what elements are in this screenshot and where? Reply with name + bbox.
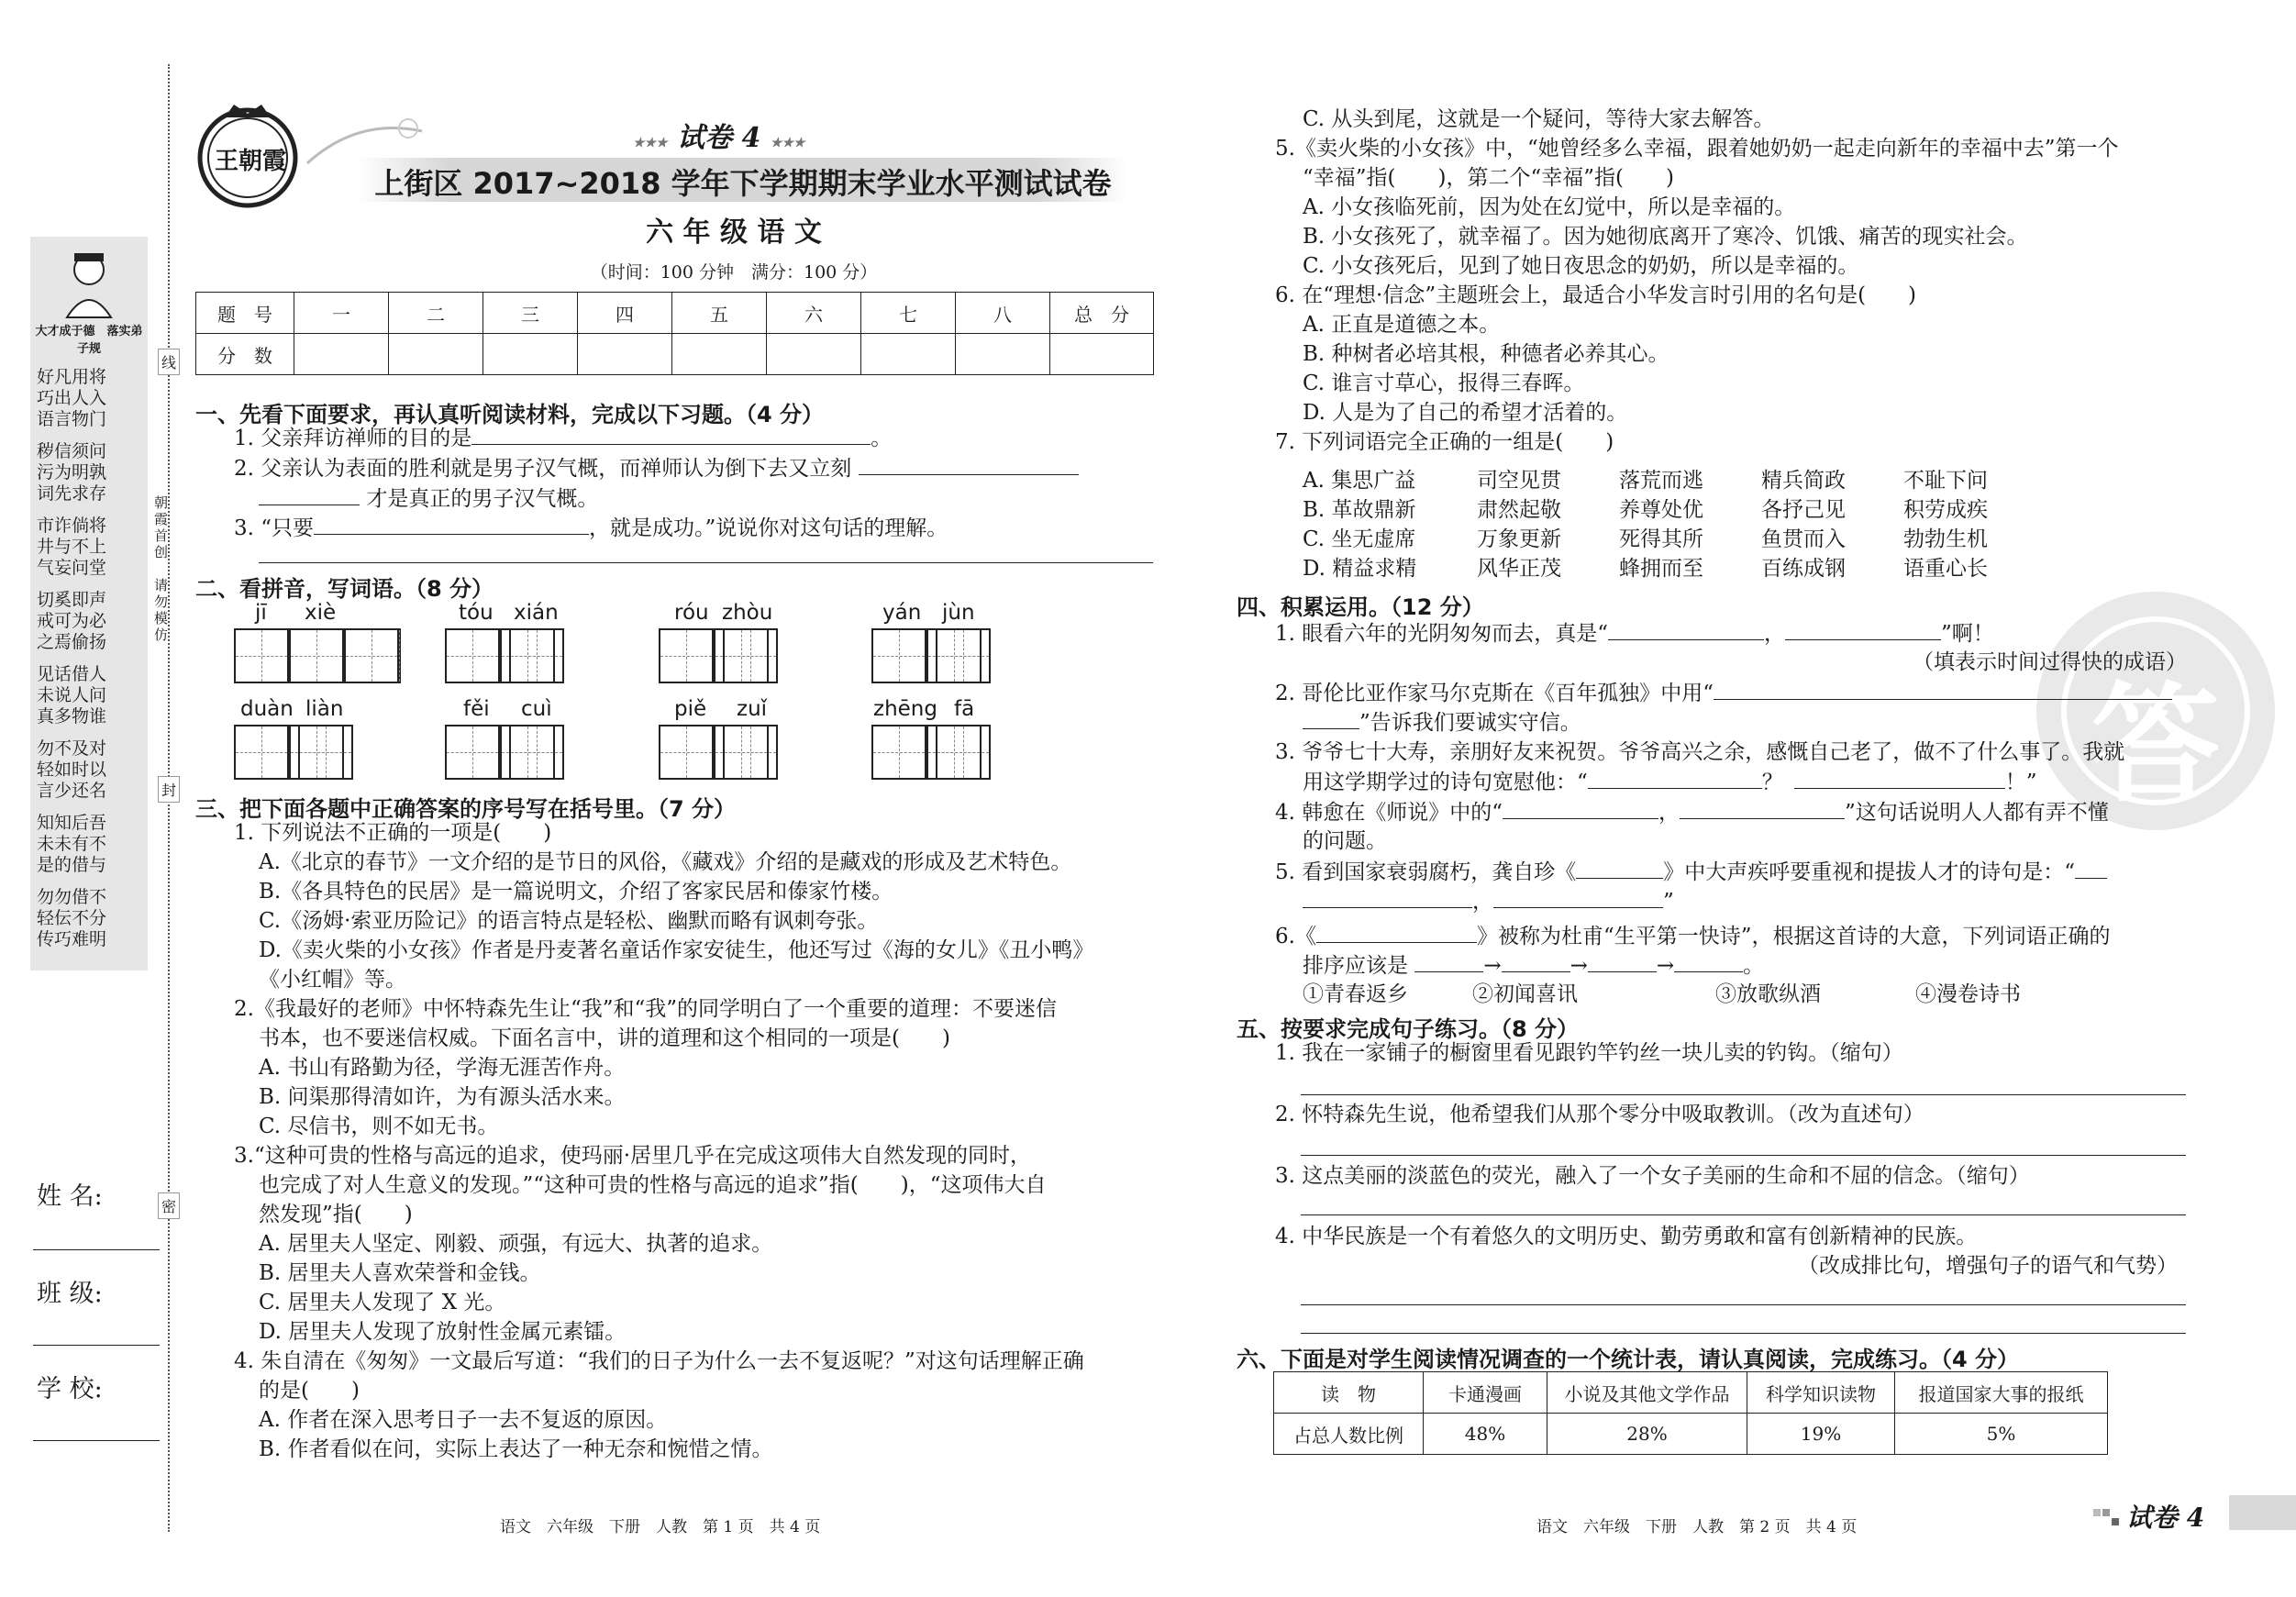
pinyin-label: jùn [942, 601, 975, 625]
s5-q2: 2. 怀特森先生说，他希望我们从那个零分中吸取教训。（改为直述句） [1275, 1103, 1924, 1126]
table-cell: 分 数 [196, 334, 294, 375]
binding-mark-mi: 密 [158, 1192, 180, 1219]
word-option: A. 集思广益 [1303, 469, 1416, 493]
s3-q2: 2.《我最好的老师》中怀特森先生让“我”和“我”的同学明白了一个重要的道理：不要迷信 [234, 997, 1057, 1021]
word-option: 蜂拥而至 [1619, 557, 1703, 581]
name-label: 姓 名: [37, 1182, 103, 1211]
table-cell: 48% [1424, 1414, 1547, 1455]
table-header-cell: 报道国家大事的报纸 [1895, 1372, 2108, 1414]
star-icon: ★★★ [770, 136, 805, 150]
answer-blank[interactable] [1493, 887, 1663, 908]
s3-q7: 7. 下列词语完全正确的一组是( ) [1275, 430, 1614, 454]
s3-q3: 3.“这种可贵的性格与高远的追求，使玛丽·居里几乎在完成这项伟大自然发现的同时， [234, 1144, 1032, 1168]
sidebar-line: 勿不及对 [37, 738, 107, 759]
table-header-cell: 卡通漫画 [1424, 1372, 1547, 1414]
score-cell[interactable] [861, 334, 956, 375]
s3-q4-option: A. 作者在深入思考日子一去不复返的原因。 [259, 1408, 668, 1432]
char-box[interactable] [445, 725, 500, 780]
s4-q4b: 的问题。 [1303, 829, 1387, 853]
score-cell[interactable] [1050, 334, 1154, 375]
answer-blank[interactable] [1794, 768, 2005, 789]
school-label: 学 校: [37, 1375, 103, 1403]
s3-q3-option: B. 居里夫人喜欢荣誉和金钱。 [259, 1261, 541, 1285]
pinyin-label: xián [514, 601, 559, 625]
pinyin-label: zuǐ [737, 697, 768, 721]
pinyin-label: zhēng [873, 697, 937, 721]
word-option: 百练成钢 [1761, 557, 1846, 581]
answer-blank[interactable] [1303, 887, 1472, 908]
s3-q1-option: B.《各具特色的民居》是一篇说明文，介绍了客家民居和傣家竹楼。 [259, 880, 893, 904]
table-cell: 二 [389, 293, 483, 334]
word-option: 各抒己见 [1761, 498, 1846, 522]
s3-q6-option: C. 谁言寸草心，报得三春晖。 [1303, 372, 1585, 395]
pinyin-label: róu [674, 601, 709, 625]
answer-blank[interactable] [2075, 858, 2107, 879]
answer-blank[interactable] [1680, 798, 1845, 819]
answer-blank[interactable] [1785, 619, 1941, 640]
s3-q4: 的是( ) [259, 1379, 360, 1403]
s1-q2: 2. 父亲认为表面的胜利就是男子汉气概，而禅师认为倒下去又立刻 [234, 454, 1079, 482]
answer-blank[interactable] [1714, 679, 2172, 700]
s4-q6-option: ④漫卷诗书 [1915, 982, 2021, 1006]
word-option: 语重心长 [1903, 557, 1988, 581]
s5-q4-hint: （改成排比句，增强句子的语气和气势） [1798, 1254, 2178, 1278]
pinyin-label: liàn [305, 697, 344, 721]
word-option: 万象更新 [1477, 527, 1561, 551]
s4-q5b: ， ” [1303, 887, 1674, 915]
char-box[interactable] [936, 628, 991, 683]
score-cell[interactable] [956, 334, 1050, 375]
s3-q5: 5.《卖火柴的小女孩》中，“她曾经多么幸福，跟着她奶奶一起走向新年的幸福中去”第一个 [1275, 137, 2119, 161]
answer-blank[interactable] [259, 484, 360, 505]
sidebar-line: 巧出人入 [37, 388, 107, 408]
s4-q2b: ”告诉我们要诚实守信。 [1303, 708, 1581, 737]
table-cell: 五 [672, 293, 767, 334]
word-option: D. 精益求精 [1303, 557, 1417, 581]
binding-mark-feng: 封 [158, 776, 180, 803]
exam-meta: （时间：100 分钟 满分：100 分） [590, 262, 878, 283]
sidebar-line: 切奚即声 [37, 590, 107, 610]
s5-q4: 4. 中华民族是一个有着悠久的文明历史、勤劳勇敢和富有创新精神的民族。 [1275, 1225, 1978, 1248]
score-cell[interactable] [578, 334, 672, 375]
reading-stats-table [1273, 1371, 2108, 1455]
word-option: 积劳成疾 [1903, 498, 1988, 522]
s4-q2: 2. 哥伦比亚作家马尔克斯在《百年孤独》中用“ [1275, 679, 2172, 707]
sidebar-line: 戒可为必 [37, 611, 107, 631]
char-box[interactable] [659, 725, 714, 780]
word-option: 精兵简政 [1761, 469, 1846, 493]
table-cell: 一 [294, 293, 389, 334]
section-4-title: 四、积累运用。（12 分） [1237, 594, 1484, 620]
section-2-title: 二、看拼音，写词语。（8 分） [195, 576, 494, 602]
answer-blank[interactable] [1414, 951, 1483, 972]
word-option: 养尊处优 [1619, 498, 1703, 522]
char-box[interactable] [234, 628, 289, 683]
section-1-title: 一、先看下面要求，再认真听阅读材料，完成以下习题。（4 分） [195, 402, 825, 427]
answer-line[interactable] [1301, 1214, 2186, 1215]
s4-q5: 5. 看到国家衰弱腐朽，龚自珍《 》中大声疾呼要重视和提拔人才的诗句是：“ [1275, 858, 2107, 886]
s3-q6: 6. 在“理想·信念”主题班会上，最适合小华发言时引用的名句是( ) [1275, 283, 1917, 307]
char-box[interactable] [659, 628, 714, 683]
s4-q6-option: ②初闻喜讯 [1472, 982, 1578, 1006]
table-cell: 八 [956, 293, 1050, 334]
s3-q1: 1. 下列说法不正确的一项是( ) [234, 821, 552, 845]
sidebar-motto: 大才成于德 落实弟子规 [35, 325, 143, 356]
table-row [1274, 1372, 2108, 1414]
paper-number: ★★★ 试卷 4 ★★★ [633, 122, 805, 154]
answer-blank[interactable] [1674, 951, 1743, 972]
score-cell[interactable] [767, 334, 861, 375]
sidebar-line: 言少还名 [37, 781, 107, 801]
s3-q3-option: A. 居里夫人坚定、刚毅、顽强，有远大、执著的追求。 [259, 1232, 773, 1256]
pinyin-label: xiè [305, 601, 337, 625]
answer-blank[interactable] [1576, 858, 1663, 879]
sidebar-line: 是的借与 [37, 855, 107, 875]
table-row [196, 334, 1154, 375]
logo-text: 王朝霞 [214, 148, 286, 175]
answer-line[interactable] [259, 562, 1153, 563]
s4-q6-option: ①青春返乡 [1303, 982, 1408, 1006]
s3-q1-option: C.《汤姆·索亚历险记》的语言特点是轻松、幽默而略有讽刺夸张。 [259, 909, 879, 933]
s3-q2: 书本，也不要迷信权威。下面名言中，讲的道理和这个相同的一项是( ) [259, 1026, 950, 1050]
class-label: 班 级: [37, 1280, 103, 1308]
answer-blank[interactable] [1588, 768, 1762, 789]
score-cell[interactable] [672, 334, 767, 375]
score-cell[interactable] [294, 334, 389, 375]
corner-decoration [2093, 1500, 2121, 1527]
s1-q3: 3. “只要 ，就是成功。”说说你对这句话的理解。 [234, 514, 948, 542]
pinyin-label: piě [674, 697, 707, 721]
section-3-title: 三、把下面各题中正确答案的序号写在括号里。（7 分） [195, 796, 737, 822]
sidebar-line: 未未有不 [37, 834, 107, 854]
sidebar-line: 气妄问堂 [37, 558, 107, 578]
s3-q4-option: C. 从头到尾，这就是一个疑问，等待大家去解答。 [1303, 107, 1775, 131]
answer-line[interactable] [1301, 1304, 2186, 1305]
table-cell: 四 [578, 293, 672, 334]
table-cell: 七 [861, 293, 956, 334]
score-table [195, 292, 1154, 375]
school-field[interactable] [33, 1440, 160, 1441]
section-6-title: 六、下面是对学生阅读情况调查的一个统计表，请认真阅读，完成练习。（4 分） [1237, 1347, 2020, 1372]
answer-line[interactable] [1301, 1333, 2186, 1334]
binding-mark-xian: 线 [158, 349, 180, 375]
s3-q4: 4. 朱自清在《匆匆》一文最后写道：“我们的日子为什么一去不复返呢？”对这句话理解正确 [234, 1349, 1084, 1373]
sidebar-line: 轻如时以 [37, 760, 107, 780]
char-box[interactable] [234, 725, 289, 780]
word-option: 落荒而逃 [1619, 469, 1703, 493]
s3-q6-option: A. 正直是道德之本。 [1303, 313, 1501, 337]
word-option: 勃勃生机 [1903, 527, 1988, 551]
pinyin-label: fěi [463, 697, 490, 721]
answer-blank[interactable] [314, 514, 589, 535]
corner-bar [2229, 1495, 2296, 1530]
answer-line[interactable] [1301, 1155, 2186, 1156]
word-option: 肃然起敬 [1477, 498, 1561, 522]
sidebar-line: 污为明孰 [37, 462, 107, 482]
watermark-text: 答 [2091, 670, 2221, 820]
pinyin-label: cuì [521, 697, 552, 721]
answer-blank[interactable] [1316, 922, 1477, 943]
class-field[interactable] [33, 1345, 160, 1346]
binding-note: 朝霞首创 请勿模仿 [152, 495, 169, 644]
s3-q1-option: A.《北京的春节》一文介绍的是节日的风俗，《藏戏》介绍的是藏戏的形成及艺术特色。 [259, 850, 1072, 874]
table-cell: 三 [483, 293, 578, 334]
sidebar-line: 传巧难明 [37, 929, 107, 949]
s4-q4: 4. 韩愈在《师说》中的“ ， ”这句话说明人人都有弄不懂 [1275, 798, 2109, 826]
table-cell: 28% [1547, 1414, 1747, 1455]
s3-q2-option: B. 问渠那得清如许，为有源头活水来。 [259, 1085, 626, 1109]
sidebar-line: 真多物谁 [37, 706, 107, 726]
sidebar-line: 语言物门 [37, 409, 107, 429]
char-box[interactable] [871, 628, 926, 683]
pinyin-label: yán [882, 601, 922, 625]
answer-blank[interactable] [1588, 951, 1657, 972]
char-box[interactable] [445, 628, 500, 683]
pinyin-label: zhòu [722, 601, 773, 625]
table-cell: 占总人数比例 [1274, 1414, 1424, 1455]
table-cell: 题 号 [196, 293, 294, 334]
s4-q3: 3. 爷爷七十大寿，亲朋好友来祝贺。爷爷高兴之余，感慨自己老了，做不了什么事了。我就 [1275, 740, 2125, 764]
s3-q3: 也完成了对人生意义的发现。”“这种可贵的性格与高远的追求”指( )，“这项伟大自 [259, 1173, 1047, 1197]
word-option: 死得其所 [1619, 527, 1703, 551]
student-figure-icon [44, 246, 134, 319]
s3-q5-option: A. 小女孩临死前，因为处在幻觉中，所以是幸福的。 [1303, 195, 1796, 219]
word-option: B. 革故鼎新 [1303, 498, 1416, 522]
score-cell[interactable] [389, 334, 483, 375]
s4-q6b: 排序应该是 → → → 。 [1303, 951, 1764, 980]
s3-q4-option: B. 作者看似在问，实际上表达了一种无奈和惋惜之情。 [259, 1437, 773, 1461]
sidebar-line: 未说人问 [37, 685, 107, 705]
sidebar-line: 市诈倘将 [37, 516, 107, 536]
s3-q3: 然发现”指( ) [259, 1203, 413, 1226]
s4-q1-hint: （填表示时间过得快的成语） [1913, 650, 2187, 674]
s3-q6-option: D. 人是为了自己的希望才活着的。 [1303, 401, 1628, 425]
table-row [196, 293, 1154, 334]
table-header-cell: 科学知识读物 [1747, 1372, 1895, 1414]
word-option: 鱼贯而入 [1761, 527, 1846, 551]
pinyin-label: fā [954, 697, 975, 721]
char-box[interactable] [723, 628, 778, 683]
corner-label: 试卷 4 [2126, 1503, 2205, 1533]
char-box[interactable] [399, 628, 401, 683]
exam-title: 上街区 2017~2018 学年下学期期末学业水平测试试卷 [374, 166, 1112, 201]
sidebar-line: 勿勿借不 [37, 887, 107, 907]
sidebar-line: 词先求存 [37, 483, 107, 504]
table-row [1274, 1414, 2108, 1455]
s3-q5-option: B. 小女孩死了，就幸福了。因为她彻底离开了寒冷、饥饿、痛苦的现实社会。 [1303, 225, 2028, 249]
s1-q2b: 才是真正的男子汉气概。 [259, 484, 598, 513]
pinyin-label: duàn [240, 697, 294, 721]
subject-title: 六 年 级 语 文 [646, 216, 822, 249]
sidebar-line: 好凡用将 [37, 367, 107, 387]
s3-q3-option: C. 居里夫人发现了 X 光。 [259, 1291, 506, 1314]
pinyin-label: tóu [459, 601, 494, 625]
table-header-cell: 小说及其他文学作品 [1547, 1372, 1747, 1414]
s5-q3: 3. 这点美丽的淡蓝色的荧光，融入了一个女子美丽的生命和不屈的信念。（缩句） [1275, 1164, 2030, 1188]
s3-q5-option: C. 小女孩死后，见到了她日夜思念的奶奶，所以是幸福的。 [1303, 254, 1859, 278]
char-box[interactable] [509, 725, 564, 780]
s3-q5: “幸福”指( )，第二个“幸福”指( ) [1303, 166, 1674, 190]
char-box[interactable] [936, 725, 991, 780]
char-box[interactable] [871, 725, 926, 780]
table-cell: 总 分 [1050, 293, 1154, 334]
arrow-icon: → [1569, 954, 1588, 978]
pinyin-label: jī [255, 601, 267, 625]
sidebar-line: 秽信须问 [37, 441, 107, 461]
sidebar-line: 轻伝不分 [37, 908, 107, 928]
word-option: 风华正茂 [1477, 557, 1561, 581]
arrow-icon: → [1483, 954, 1502, 978]
table-header-cell: 读 物 [1274, 1372, 1424, 1414]
word-option: 司空见贯 [1477, 469, 1561, 493]
s3-q2-option: A. 书山有路勤为径，学海无涯苦作舟。 [259, 1056, 626, 1080]
s3-q6-option: B. 种树者必培其根，种德者必养其心。 [1303, 342, 1669, 366]
star-icon: ★★★ [633, 136, 668, 150]
sidebar-line: 知知后吾 [37, 813, 107, 833]
name-field[interactable] [33, 1249, 160, 1250]
char-box[interactable] [723, 725, 778, 780]
table-cell: 19% [1747, 1414, 1895, 1455]
answer-blank[interactable] [859, 454, 1079, 475]
s4-q6: 6.《 》被称为杜甫“生平第一快诗”，根据这首诗的大意，下列词语正确的 [1275, 922, 2110, 950]
s5-q1: 1. 我在一家铺子的橱窗里看见跟钓竿钓丝一块儿卖的钓钩。（缩句） [1275, 1041, 1903, 1065]
s1-q1: 1. 父亲拜访禅师的目的是 。 [234, 424, 892, 452]
score-cell[interactable] [483, 334, 578, 375]
page-footer-right: 语文 六年级 下册 人教 第 2 页 共 4 页 [1536, 1518, 1858, 1536]
char-box[interactable] [509, 628, 564, 683]
answer-line[interactable] [1301, 1094, 2186, 1095]
sidebar-line: 井与不上 [37, 537, 107, 557]
sidebar-line: 之焉偷扬 [37, 632, 107, 652]
answer-blank[interactable] [1502, 951, 1570, 972]
char-box[interactable] [289, 628, 344, 683]
char-box[interactable] [298, 725, 353, 780]
section-5-title: 五、按要求完成句子练习。（8 分） [1237, 1016, 1580, 1042]
answer-blank[interactable] [1303, 708, 1359, 729]
sidebar-poem [37, 367, 143, 954]
char-box[interactable] [344, 628, 399, 683]
table-cell: 5% [1895, 1414, 2108, 1455]
s3-q1-option: D.《卖火柴的小女孩》作者是丹麦著名童话作家安徒生，他还写过《海的女儿》《丑小鸭》 [259, 938, 1094, 962]
word-option: 不耻下问 [1903, 469, 1988, 493]
sidebar-line: 见话借人 [37, 664, 107, 684]
answer-blank[interactable] [471, 424, 871, 445]
arrow-icon: → [1656, 954, 1675, 978]
page-footer-left: 语文 六年级 下册 人教 第 1 页 共 4 页 [500, 1518, 821, 1536]
word-option: C. 坐无虚席 [1303, 527, 1416, 551]
answer-blank[interactable] [1608, 619, 1764, 640]
answer-blank[interactable] [1503, 798, 1658, 819]
s4-q1: 1. 眼看六年的光阴匆匆而去，真是“ ， ”啊！ [1275, 619, 1994, 648]
s4-q3b: 用这学期学过的诗句宽慰他：“ ？ ！” [1303, 768, 2037, 796]
s3-q3-option: D. 居里夫人发现了放射性金属元素镭。 [259, 1320, 627, 1344]
s3-q2-option: C. 尽信书，则不如无书。 [259, 1115, 499, 1138]
s3-q1-option: 《小红帽》等。 [259, 968, 406, 992]
table-cell: 六 [767, 293, 861, 334]
s4-q6-option: ③放歌纵酒 [1715, 982, 1821, 1006]
